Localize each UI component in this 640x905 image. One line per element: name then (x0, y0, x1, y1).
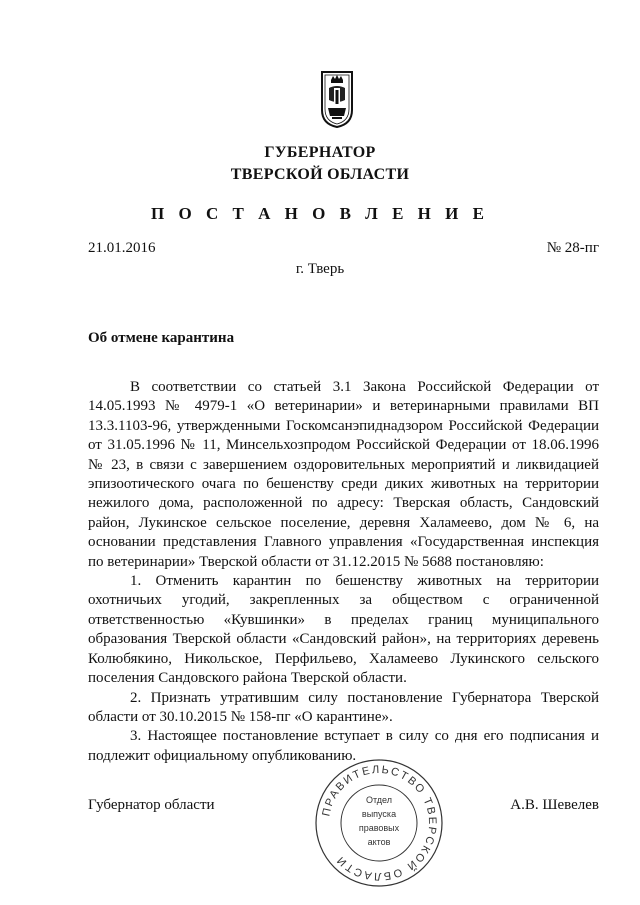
signatory-title: Губернатор области (88, 797, 215, 813)
issuer-title-line-1: ГУБЕРНАТОР (264, 144, 376, 161)
document-type: П О С Т А Н О В Л Е Н И Е (151, 204, 489, 223)
stamp-line-2: выпуска (361, 809, 397, 819)
body-item-3: 3. Настоящее постановление вступает в силу со дня его подписания и подлежит официальному опубликованию. (88, 728, 599, 764)
stamp-line-3: правовых (358, 823, 400, 833)
body-preamble: В соответствии со статьей 3.1 Закона Российской Федерации от 14.05.1993 № 4979-1 «О ветеринарии» и ветеринарными правилами ВП 13.3.1103-96, утвержденными Госкомсанэпиднадзором Российской Федерации от 31.05.1996 № 11, Минсельхозпродом Российской Федерации от 18.06.1996 № 23, в связи с завершением оздоровительных мероприятий и ликвидацией эпизоотического очага по бешенству среди диких животных на территории нежилого дома, расположенной по адресу: Тверская область, Сандовский район, Лукинское сельское поселение, деревня Халамеево, дом № 6, на основании представления Главного управления «Государственная инспекция по ветеринарии» Тверской области от 31.12.2015 № 5688 постановляю: (88, 379, 599, 570)
body-item-1: 1. Отменить карантин по бешенству животных на территории охотничьих угодий, закрепленных за обществом с ограниченной ответственностью «Кувшинки» в пределах границ муниципального образования Тверской области «Сандовский район», на территориях деревень Колюбякино, Никольское, Перфильево, Халамеево Лукинского сельского поселения Сандовского района Тверской области. (88, 573, 599, 687)
coat-of-arms-icon (319, 70, 355, 128)
stamp-line-1: Отдел (365, 795, 393, 805)
signatory-name: А.В. Шевелев (510, 797, 599, 813)
issuer-title-line-2: ТВЕРСКОЙ ОБЛАСТИ (230, 166, 410, 183)
stamp-seal (313, 757, 445, 889)
body-item-2: 2. Признать утратившим силу постановление Губернатора Тверской области от 30.10.2015 № 158-пг «О карантине». (88, 689, 599, 725)
document-body (88, 378, 599, 766)
document-subject: Об отмене карантина (88, 330, 235, 346)
stamp-line-4: актов (367, 837, 391, 847)
document-city: г. Тверь (295, 261, 345, 277)
document-number: № 28-пг (546, 240, 599, 256)
document-date: 21.01.2016 (88, 240, 156, 256)
svg-text:ПРАВИТЕЛЬСТВО ТВЕРСКОЙ ОБЛАСТИ: ПРАВИТЕЛЬСТВО ТВЕРСКОЙ ОБЛАСТИ (320, 763, 439, 883)
